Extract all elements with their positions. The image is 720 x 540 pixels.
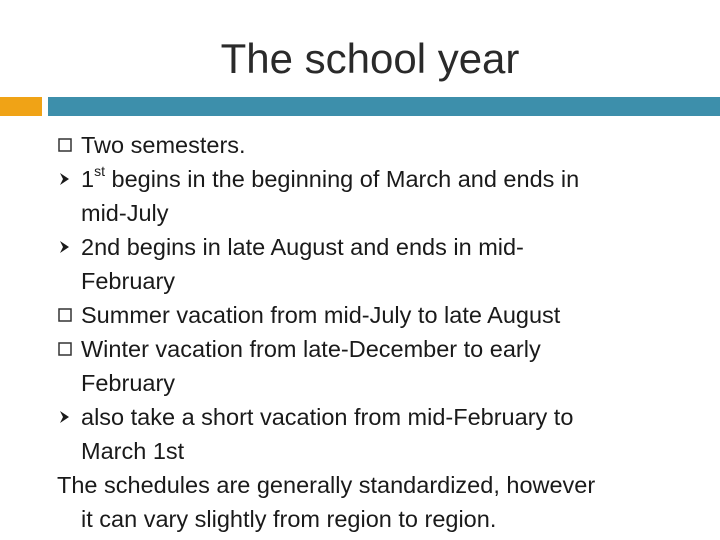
bullet-continuation: mid-July bbox=[81, 200, 169, 226]
accent-bar-orange bbox=[0, 97, 42, 116]
bullet-text: begins in the beginning of March and ends in bbox=[104, 166, 580, 192]
bullet-ordinal-suffix: st bbox=[94, 163, 105, 180]
slide-body bbox=[57, 128, 697, 536]
bullet-text: Summer vacation from mid-July to late August bbox=[81, 302, 561, 328]
square-bullet-icon bbox=[57, 298, 73, 332]
arrow-bullet-icon bbox=[57, 162, 73, 196]
bullet-text: 2nd begins in late August and ends in mid- bbox=[81, 234, 524, 260]
bullet-continuation: March 1st bbox=[81, 438, 185, 464]
closing-line: The schedules are generally standardized, however bbox=[57, 472, 596, 498]
bullet-text: Winter vacation from late-December to early bbox=[81, 336, 541, 362]
accent-bar-blue bbox=[48, 97, 720, 116]
square-bullet-icon bbox=[57, 128, 73, 162]
closing-line: it can vary slightly from region to region. bbox=[81, 506, 497, 532]
slide-title: The school year bbox=[220, 35, 520, 82]
bullet-text: also take a short vacation from mid-February to bbox=[81, 404, 574, 430]
arrow-bullet-icon bbox=[57, 230, 73, 264]
bullet-item bbox=[57, 298, 697, 332]
bullet-item bbox=[57, 230, 697, 264]
bullet-ordinal: 1 bbox=[81, 166, 95, 192]
arrow-bullet-icon bbox=[57, 400, 73, 434]
closing-paragraph bbox=[57, 468, 697, 536]
square-bullet-icon bbox=[57, 332, 73, 366]
bullet-text: Two semesters. bbox=[81, 132, 246, 158]
bullet-continuation: February bbox=[81, 268, 176, 294]
bullet-item bbox=[57, 332, 697, 366]
bullet-item bbox=[57, 128, 697, 162]
bullet-item bbox=[57, 400, 697, 434]
bullet-item bbox=[57, 162, 697, 196]
bullet-continuation: February bbox=[81, 370, 176, 396]
